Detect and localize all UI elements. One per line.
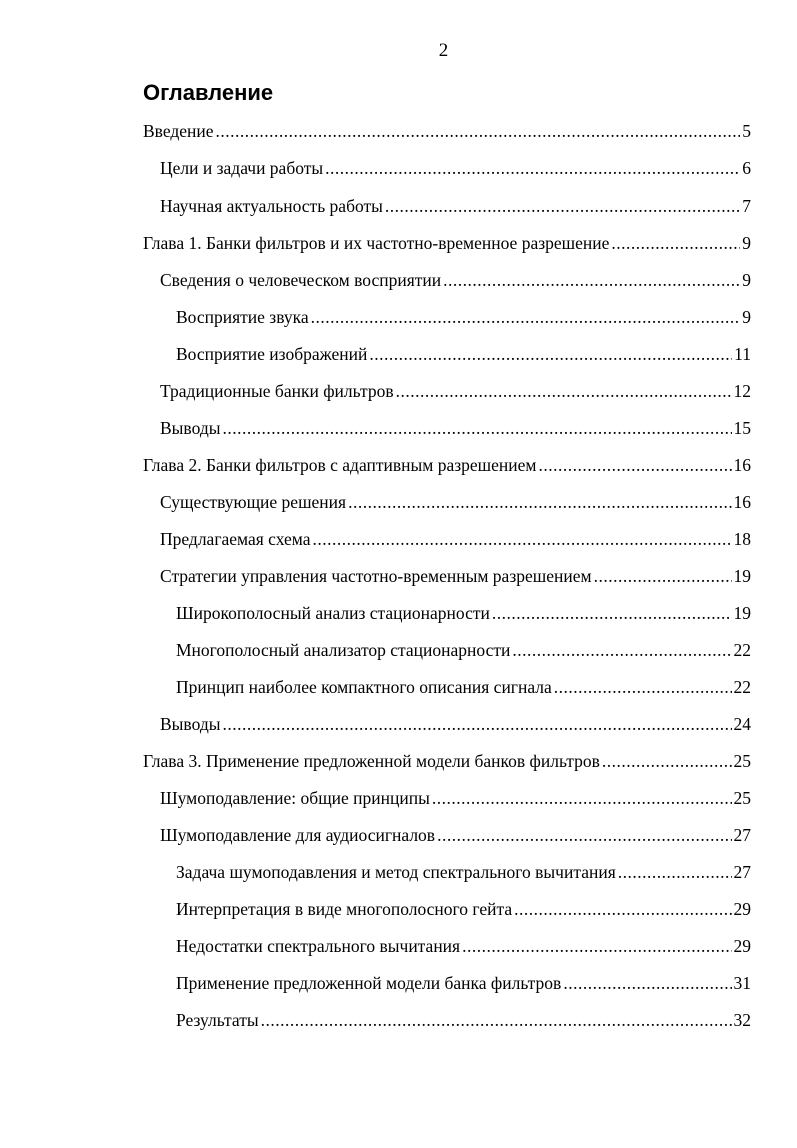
toc-entry-wideband-analysis[interactable]: [176, 602, 751, 624]
toc-entry-label: Недостатки спектрального вычитания: [176, 936, 461, 956]
toc-entry-image-perception[interactable]: [176, 343, 751, 365]
toc-entry-label: Сведения о человеческом восприятии: [160, 270, 442, 290]
toc-entry-spectral-subtraction[interactable]: [176, 861, 751, 883]
toc-entry-compact-description[interactable]: [176, 676, 751, 698]
toc-entry-label: Научная актуальность работы: [160, 196, 383, 216]
toc-entry-label: Восприятие изображений: [176, 344, 368, 364]
toc-entry-label: Выводы: [160, 418, 221, 438]
toc-entry-page: 18: [733, 529, 751, 549]
toc-entry-multiband-analyzer[interactable]: [176, 639, 751, 661]
toc-entry-label: Восприятие звука: [176, 307, 309, 327]
toc-entry-page: 9: [742, 233, 751, 253]
dot-leader: [492, 602, 732, 624]
toc-entry-existing-solutions[interactable]: [160, 491, 751, 513]
toc-entry-page: 24: [733, 714, 751, 734]
dot-leader: [325, 157, 740, 179]
toc-entry-label: Глава 3. Применение предложенной модели банков фильтров: [143, 751, 600, 771]
toc-entry-proposed-scheme[interactable]: [160, 528, 751, 550]
toc-entry-chapter-2[interactable]: [143, 454, 751, 476]
toc-entry-label: Цели и задачи работы: [160, 158, 324, 178]
toc-entry-label: Шумоподавление для аудиосигналов: [160, 825, 436, 845]
toc-entry-label: Шумоподавление: общие принципы: [160, 788, 430, 808]
toc-entry-traditional-banks[interactable]: [160, 380, 751, 402]
toc-entry-label: Широкополосный анализ стационарности: [176, 603, 490, 623]
toc-entry-label: Интерпретация в виде многополосного гейта: [176, 899, 513, 919]
toc-entry-relevance[interactable]: [160, 195, 751, 217]
toc-entry-page: 15: [733, 418, 751, 438]
dot-leader: [216, 120, 741, 142]
dot-leader: [437, 824, 731, 846]
dot-leader: [611, 232, 740, 254]
toc-entry-label: Принцип наиболее компактного описания сигнала: [176, 677, 552, 697]
toc-entry-page: 29: [733, 899, 751, 919]
toc-entry-label: Результаты: [176, 1010, 259, 1030]
toc-entry-page: 22: [733, 677, 751, 697]
dot-leader: [369, 343, 732, 365]
toc-entry-goals[interactable]: [160, 157, 751, 179]
toc-entry-page: 25: [733, 751, 751, 771]
toc-entry-page: 6: [742, 158, 751, 178]
dot-leader: [538, 454, 731, 476]
toc-entry-page: 27: [733, 862, 751, 882]
toc-entry-label: Традиционные банки фильтров: [160, 381, 394, 401]
dot-leader: [594, 565, 732, 587]
toc-entry-page: 9: [742, 270, 751, 290]
toc-entry-page: 11: [734, 344, 751, 364]
dot-leader: [313, 528, 732, 550]
toc-entry-conclusions-1[interactable]: [160, 417, 751, 439]
toc-entry-page: 32: [733, 1010, 751, 1030]
dot-leader: [554, 676, 732, 698]
toc-entry-page: 7: [742, 196, 751, 216]
dot-leader: [311, 306, 741, 328]
dot-leader: [432, 787, 732, 809]
toc-entry-page: 5: [742, 121, 751, 141]
dot-leader: [514, 898, 731, 920]
toc-entry-audio-noise[interactable]: [160, 824, 751, 846]
dot-leader: [563, 972, 731, 994]
toc-entry-page: 25: [733, 788, 751, 808]
toc-entry-label: Выводы: [160, 714, 221, 734]
dot-leader: [348, 491, 731, 513]
toc-entry-drawbacks[interactable]: [176, 935, 751, 957]
dot-leader: [261, 1009, 732, 1031]
toc-entry-page: 19: [733, 603, 751, 623]
toc-entry-sound-perception[interactable]: [176, 306, 751, 328]
dot-leader: [602, 750, 732, 772]
toc-entry-application[interactable]: [176, 972, 751, 994]
toc-entry-page: 19: [733, 566, 751, 586]
toc-entry-strategies[interactable]: [160, 565, 751, 587]
toc-entry-perception[interactable]: [160, 269, 751, 291]
toc-entry-label: Задача шумоподавления и метод спектрального вычитания: [176, 862, 616, 882]
toc-title: Оглавление: [143, 80, 274, 105]
dot-leader: [462, 935, 731, 957]
toc-entry-page: 31: [733, 973, 751, 993]
dot-leader: [512, 639, 731, 661]
toc-entry-label: Существующие решения: [160, 492, 347, 512]
toc-entry-chapter-3[interactable]: [143, 750, 751, 772]
toc-entry-multiband-gate[interactable]: [176, 898, 751, 920]
toc-entry-page: 22: [733, 640, 751, 660]
toc-entry-noise-principles[interactable]: [160, 787, 751, 809]
toc-entry-page: 12: [733, 381, 751, 401]
toc-entry-page: 16: [733, 455, 751, 475]
toc-entry-results[interactable]: [176, 1009, 751, 1031]
dot-leader: [618, 861, 732, 883]
toc-entry-page: 27: [733, 825, 751, 845]
toc-entry-label: Применение предложенной модели банка фильтров: [176, 973, 562, 993]
toc-entry-label: Введение: [143, 121, 214, 141]
toc-entry-label: Стратегии управления частотно-временным разрешением: [160, 566, 592, 586]
toc-entry-introduction[interactable]: [143, 120, 751, 142]
toc-entry-label: Многополосный анализатор стационарности: [176, 640, 511, 660]
dot-leader: [222, 713, 731, 735]
toc-entry-label: Глава 1. Банки фильтров и их частотно-временное разрешение: [143, 233, 610, 253]
toc-entry-label: Предлагаемая схема: [160, 529, 311, 549]
toc-entry-page: 16: [733, 492, 751, 512]
dot-leader: [396, 380, 732, 402]
page-number: 2: [438, 40, 449, 61]
toc-entry-page: 9: [742, 307, 751, 327]
dot-leader: [443, 269, 740, 291]
toc-entry-label: Глава 2. Банки фильтров с адаптивным разрешением: [143, 455, 537, 475]
toc-entry-page: 29: [733, 936, 751, 956]
toc-entry-conclusions-2[interactable]: [160, 713, 751, 735]
dot-leader: [385, 195, 740, 217]
toc-entry-chapter-1[interactable]: [143, 232, 751, 254]
dot-leader: [222, 417, 731, 439]
